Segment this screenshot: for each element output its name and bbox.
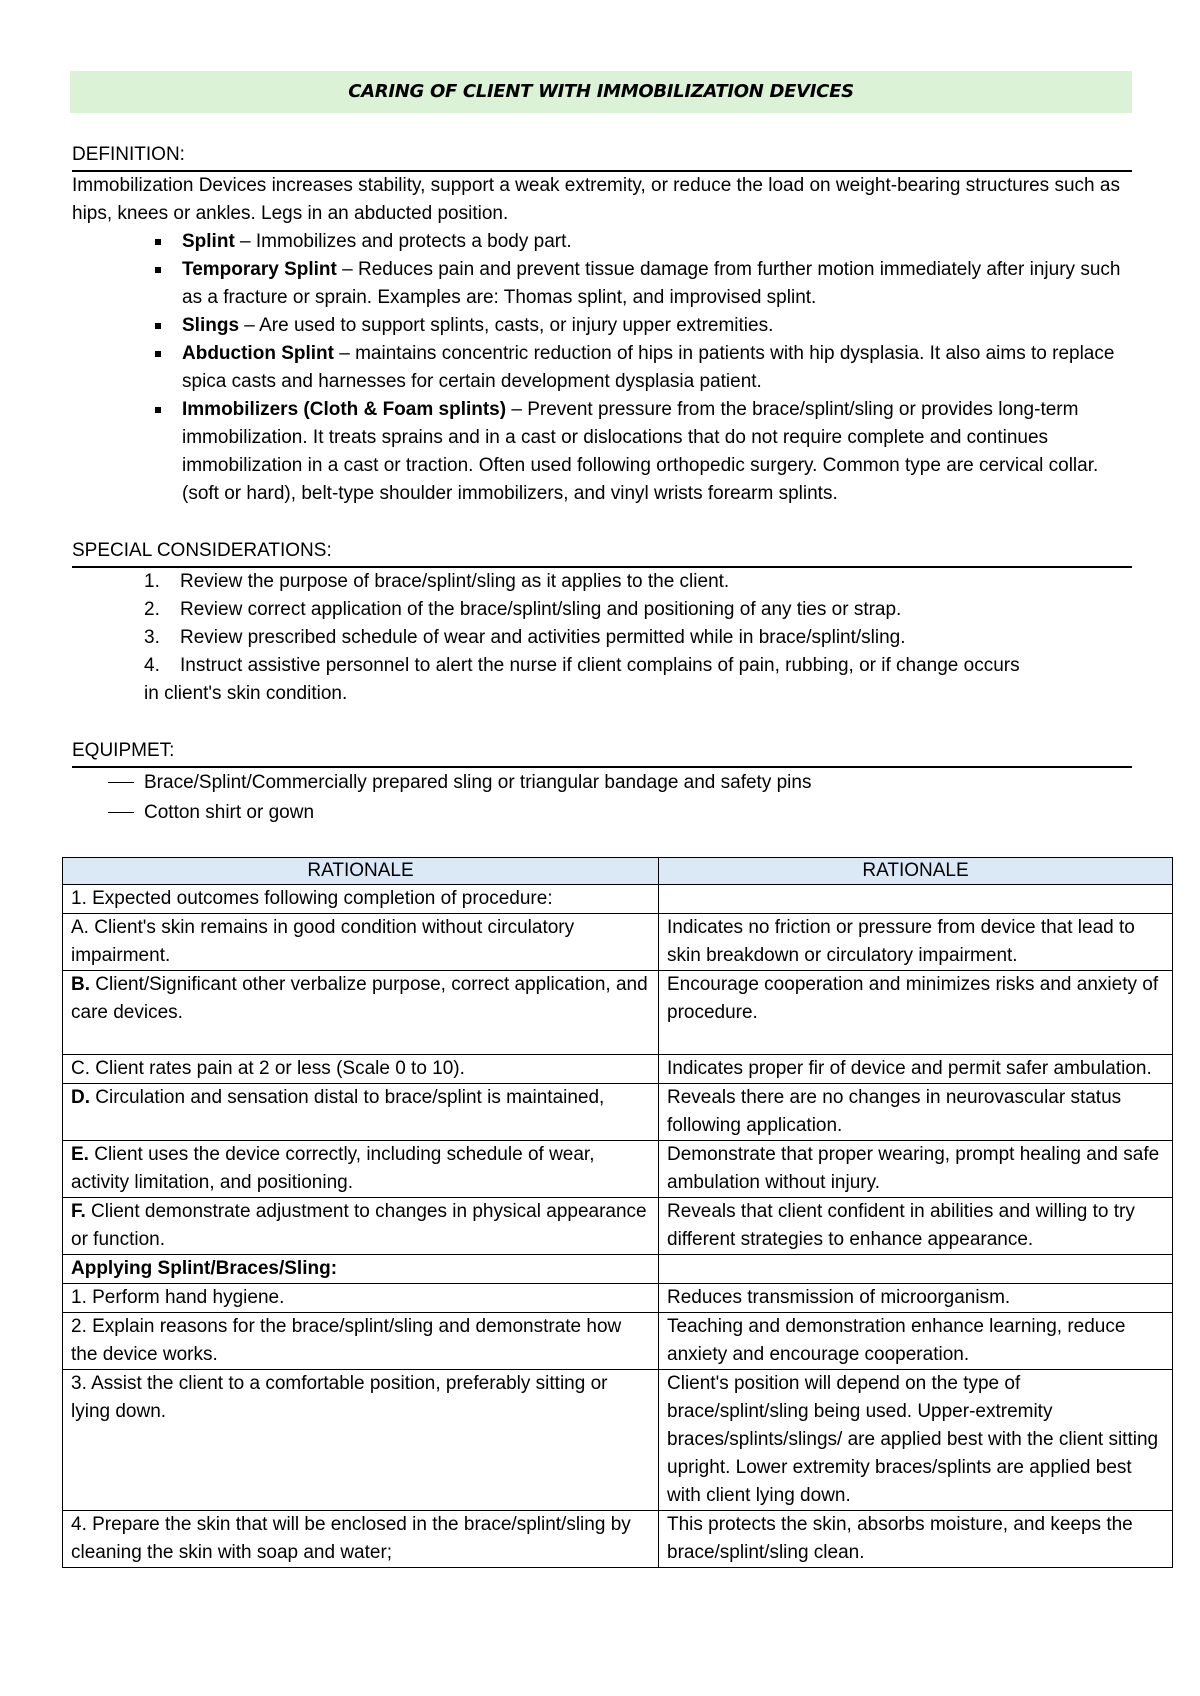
table-row: [63, 1284, 1173, 1313]
table-cell: [63, 1284, 659, 1313]
rationale-table: [62, 857, 1173, 1568]
cell-text: 2. Explain reasons for the brace/splint/sling and demonstrate how the device works.: [71, 1316, 622, 1365]
equipment-section: [72, 737, 1132, 828]
table-cell: [63, 1255, 659, 1284]
list-item-term: Splint: [182, 231, 235, 252]
list-item-desc: – Immobilizes and protects a body part.: [234, 231, 572, 252]
table-cell: [659, 1255, 1173, 1284]
list-item: [72, 312, 1132, 340]
cell-lead: E.: [71, 1144, 89, 1165]
table-cell: [63, 1313, 659, 1370]
table-cell: [659, 914, 1173, 971]
list-item-number: 4.: [144, 655, 160, 676]
table-cell: [63, 1198, 659, 1255]
list-item: [72, 768, 1132, 798]
considerations-section: [72, 537, 1132, 708]
table-cell: [63, 885, 659, 914]
table-cell: [63, 971, 659, 1055]
column-header: RATIONALE: [659, 858, 1173, 885]
cell-text: Indicates proper fir of device and permit safer ambulation.: [667, 1058, 1152, 1079]
list-item-number: 1.: [144, 571, 160, 592]
page-title: CARING OF CLIENT WITH IMMOBILIZATION DEVICES: [348, 81, 854, 102]
table-cell: [659, 1313, 1173, 1370]
bullet-icon: [155, 407, 161, 413]
considerations-list: [72, 568, 1132, 680]
cell-text: This protects the skin, absorbs moisture, and keeps the brace/splint/sling clean.: [667, 1514, 1133, 1563]
cell-text: Demonstrate that proper wearing, prompt healing and safe ambulation without injury.: [667, 1144, 1160, 1193]
table-cell: [63, 1511, 659, 1568]
definition-section: [72, 141, 1132, 508]
list-item-term: Immobilizers (Cloth & Foam splints): [182, 399, 507, 420]
table-row: [63, 1198, 1173, 1255]
cell-text: Client demonstrate adjustment to changes in physical appearance or function.: [71, 1201, 647, 1250]
list-item-number: 3.: [144, 627, 160, 648]
cell-text: Reveals that client confident in abilities and willing to try different strategies to enhance appearance.: [667, 1201, 1135, 1250]
bullet-icon: [155, 351, 161, 357]
table-row: [63, 1084, 1173, 1141]
list-item: [72, 228, 1132, 256]
cell-lead: D.: [71, 1087, 90, 1108]
dash-icon: [108, 782, 134, 783]
table-cell: [63, 1084, 659, 1141]
table-cell: [659, 1141, 1173, 1198]
cell-lead: F.: [71, 1201, 86, 1222]
table-header-row: [63, 858, 1173, 885]
table-cell: [63, 1370, 659, 1511]
table-cell: [659, 885, 1173, 914]
considerations-heading: SPECIAL CONSIDERATIONS:: [72, 540, 332, 561]
list-item-number: 2.: [144, 599, 160, 620]
definition-heading: DEFINITION:: [72, 144, 185, 165]
table-row: [63, 885, 1173, 914]
table-cell: [659, 1198, 1173, 1255]
list-item-text: Brace/Splint/Commercially prepared sling or triangular bandage and safety pins: [144, 772, 812, 793]
table-cell: [659, 1084, 1173, 1141]
list-item-text: Review correct application of the brace/splint/sling and positioning of any ties or strap.: [180, 599, 902, 620]
table-cell: [63, 914, 659, 971]
cell-text: 3. Assist the client to a comfortable position, preferably sitting or lying down.: [71, 1373, 608, 1422]
table-cell: [63, 1055, 659, 1084]
list-item-text: Review prescribed schedule of wear and activities permitted while in brace/splint/sling.: [180, 627, 906, 648]
cell-text: Reduces transmission of microorganism.: [667, 1287, 1011, 1308]
table-row: [63, 914, 1173, 971]
list-item-desc: – Reduces pain and prevent tissue damage from further motion immediately after injury such as a fracture or sprain. Examples are: Thomas splint, and improvised splint.: [182, 259, 1121, 308]
list-item: [72, 568, 1132, 596]
cell-text: Teaching and demonstration enhance learning, reduce anxiety and encourage cooperation.: [667, 1316, 1126, 1365]
list-item: [72, 256, 1132, 312]
cell-text: Client's position will depend on the type of brace/splint/sling being used. Upper-extremity braces/splints/slings/ are applied best with the client sitting upright. Lower extremity braces/splints are applied best with client lying down.: [667, 1373, 1159, 1506]
table-row: [63, 1255, 1173, 1284]
section-subheading: Applying Splint/Braces/Sling:: [71, 1258, 338, 1279]
cell-text: Client uses the device correctly, including schedule of wear, activity limitation, and positioning.: [71, 1144, 595, 1193]
bullet-icon: [155, 267, 161, 273]
cell-text: A. Client's skin remains in good condition without circulatory impairment.: [71, 917, 575, 966]
list-item-term: Slings: [182, 315, 240, 336]
table-cell: [63, 1141, 659, 1198]
bullet-icon: [155, 323, 161, 329]
definition-list: [72, 228, 1132, 508]
cell-text: Encourage cooperation and minimizes risks and anxiety of procedure.: [667, 974, 1159, 1023]
list-item-desc: – Prevent pressure from the brace/splint/sling or provides long-term immobilization. It treats sprains and in a cast or dislocations that do not require complete and continues immobilization in a cast or traction. Often used following orthopedic surgery. Common type are cervical collar. (soft or hard), belt-type shoulder immobilizers, and vinyl wrists forearm splints.: [182, 399, 1099, 504]
list-item: [72, 624, 1132, 652]
table-row: [63, 1313, 1173, 1370]
list-item-desc: – maintains concentric reduction of hips in patients with hip dysplasia. It also aims to replace spica casts and harnesses for certain development dysplasia patient.: [182, 343, 1115, 392]
definition-text: Immobilization Devices increases stability, support a weak extremity, or reduce the load on weight-bearing structures such as hips, knees or ankles. Legs in an abducted position.: [72, 175, 1120, 224]
table-cell: [659, 1284, 1173, 1313]
table-row: [63, 1511, 1173, 1568]
list-item: [72, 798, 1132, 828]
list-item: [72, 652, 1132, 680]
list-item-term: Abduction Splint: [182, 343, 334, 364]
cell-text: Indicates no friction or pressure from device that lead to skin breakdown or circulatory impairment.: [667, 917, 1135, 966]
list-item: [72, 596, 1132, 624]
cell-text: Client/Significant other verbalize purpose, correct application, and care devices.: [71, 974, 648, 1023]
list-item-text: Instruct assistive personnel to alert the nurse if client complains of pain, rubbing, or if change occurs: [180, 655, 1020, 676]
cell-text: C. Client rates pain at 2 or less (Scale 0 to 10).: [71, 1058, 465, 1079]
table-row: [63, 971, 1173, 1055]
dash-icon: [108, 812, 134, 813]
table-cell: [659, 971, 1173, 1055]
equipment-heading: EQUIPMET:: [72, 740, 175, 761]
list-item-text: Review the purpose of brace/splint/sling as it applies to the client.: [180, 571, 730, 592]
bullet-icon: [155, 239, 161, 245]
table-row: [63, 1141, 1173, 1198]
list-item-term: Temporary Splint: [182, 259, 337, 280]
cell-text: Reveals there are no changes in neurovascular status following application.: [667, 1087, 1122, 1136]
list-item: [72, 396, 1132, 508]
table-row: [63, 1370, 1173, 1511]
list-continuation: in client's skin condition.: [144, 683, 348, 704]
list-item-text: Cotton shirt or gown: [144, 802, 315, 823]
cell-text: Circulation and sensation distal to brace/splint is maintained,: [90, 1087, 605, 1108]
title-banner: [70, 71, 1132, 113]
cell-text: 1. Perform hand hygiene.: [71, 1287, 285, 1308]
cell-lead: B.: [71, 974, 90, 995]
table-row: [63, 1055, 1173, 1084]
table-cell: [659, 1370, 1173, 1511]
list-item: [72, 340, 1132, 396]
table-cell: [659, 1055, 1173, 1084]
list-item-desc: – Are used to support splints, casts, or injury upper extremities.: [239, 315, 774, 336]
column-header: RATIONALE: [63, 858, 659, 885]
cell-text: 1. Expected outcomes following completion of procedure:: [71, 888, 553, 909]
cell-text: 4. Prepare the skin that will be enclosed in the brace/splint/sling by cleaning the skin with soap and water;: [71, 1514, 631, 1563]
equipment-list: [72, 768, 1132, 828]
table-cell: [659, 1511, 1173, 1568]
